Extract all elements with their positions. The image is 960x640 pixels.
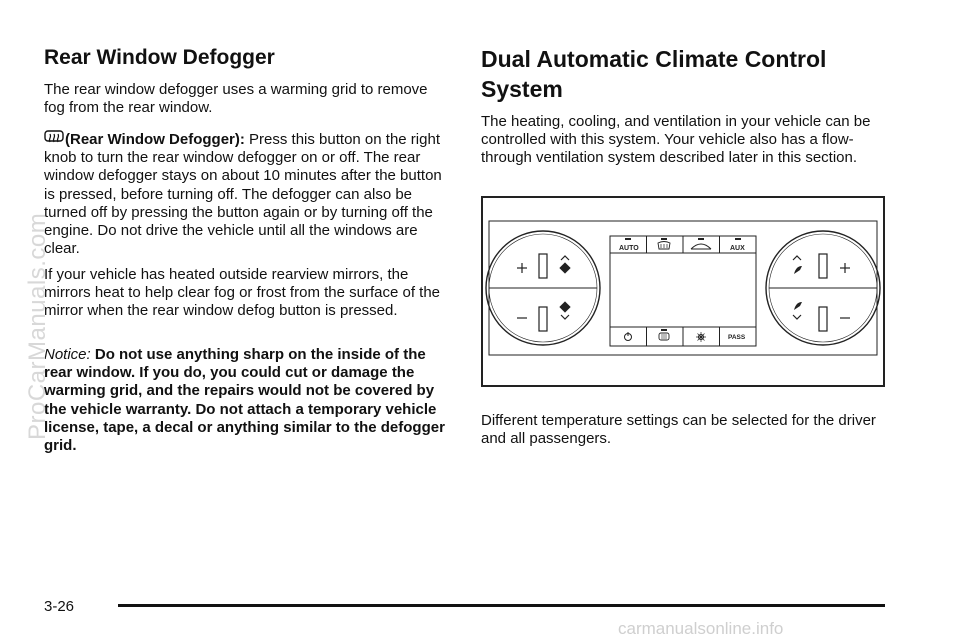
heated-mirrors-text: If your vehicle has heated outside rearview mirrors, the mirrors heat to help clear fog or frost from the surface of the mirror when the rear window defog button is pressed. — [44, 266, 441, 320]
notice-text: Do not use anything sharp on the inside of the rear window. If you do, you could cut or damage the warming grid, and the repairs would not be covered by the vehicle warranty. Do not attach a temporary vehicle license, tape, a decal or anything similar to the defogger grid. — [44, 346, 445, 455]
power-icon — [625, 332, 632, 341]
defog-label: (Rear Window Defogger): — [65, 131, 245, 148]
front-defrost-icon — [658, 242, 670, 250]
rear-defrost-icon — [659, 333, 669, 340]
defogger-intro: The rear window defogger uses a warming grid to remove fog from the rear window. — [44, 81, 428, 117]
ac-icon — [696, 332, 706, 342]
defogger-button-description — [44, 130, 452, 258]
notice-paragraph — [44, 346, 452, 455]
recirculation-icon — [691, 244, 711, 249]
section-heading-rear-defogger: Rear Window Defogger — [44, 46, 275, 69]
rear-defog-icon — [44, 130, 64, 146]
defog-text: Press this button on the right knob to turn the rear window defogger on or off. The rear window defogger stays on about 10 minutes after the button is pressed, before turning off. The defogger can also be turned off by pressing the button again or by turning off the engine. Do not drive the vehicle until all the windows are clear. — [44, 131, 442, 258]
climate-intro: The heating, cooling, and ventilation in your vehicle can be controlled with this system. Your vehicle also has a flow-through ventilation system described later in this section. — [481, 113, 871, 167]
page-number: 3-26 — [44, 598, 75, 615]
side-watermark: ProCarManuals.com — [24, 212, 51, 440]
climate-panel-drawing — [483, 198, 883, 385]
notice-label: Notice: — [44, 346, 91, 363]
aux-button-label: AUX — [730, 245, 745, 252]
pass-button-label: PASS — [728, 334, 746, 341]
driver-temperature-knob — [486, 231, 600, 345]
climate-control-illustration — [481, 196, 885, 387]
center-control-block — [610, 236, 756, 346]
section-heading-climate-control: Dual Automatic Climate Control System — [481, 46, 827, 102]
footer-rule — [118, 604, 885, 607]
passenger-temperature-knob — [766, 231, 880, 345]
bottom-watermark: carmanualsonline.info — [618, 619, 784, 638]
climate-temperature-note: Different temperature settings can be selected for the driver and all passengers. — [481, 412, 876, 448]
auto-button-label: AUTO — [619, 245, 639, 252]
